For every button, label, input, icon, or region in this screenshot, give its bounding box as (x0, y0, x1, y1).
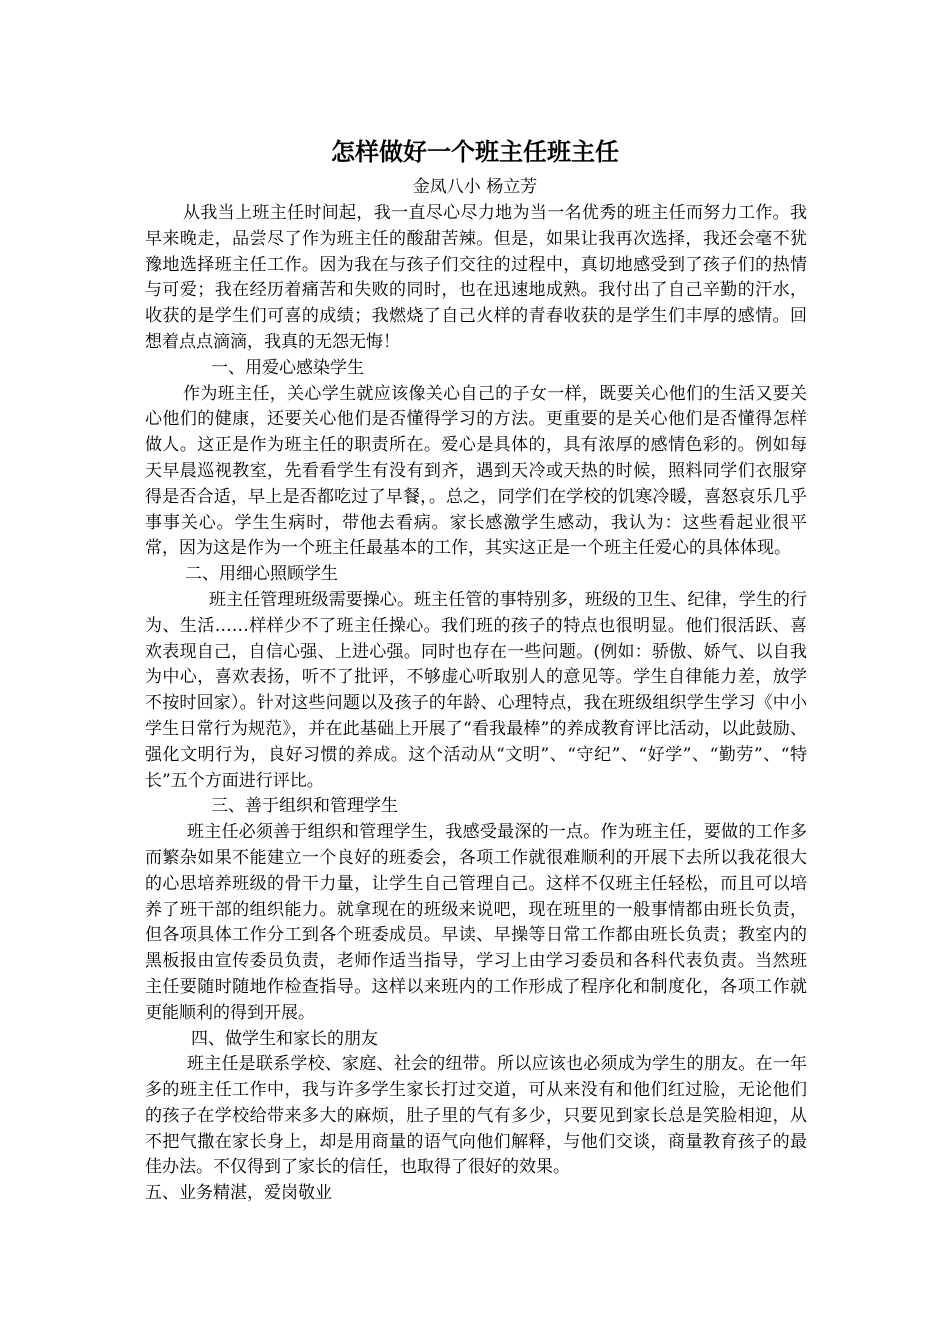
section-paragraph-4: 班主任是联系学校、家庭、社会的纽带。所以应该也必须成为学生的朋友。在一年多的班主任工作中，我与许多学生家长打过交道，可从来没有和他们红过脸，无论他们的孩子在学校给带来多大的麻烦，肚子里的气有多少，只要见到家长总是笑脸相迎，从不把气撒在家长身上，却是用商量的语气向他们解释，与他们交谈，商量教育孩子的最佳办法。不仅得到了家长的信任，也取得了很好的效果。 (145, 1054, 807, 1178)
document-title: 怎样做好一个班主任班主任 (331, 137, 619, 166)
section-heading-1: 一、用爱心感染学生 (211, 357, 364, 378)
section-heading-5: 五、业务精湛，爱岗敬业 (145, 1183, 332, 1204)
section-heading-4: 四、做学生和家长的朋友 (191, 1028, 378, 1049)
section-paragraph-3: 班主任必须善于组织和管理学生，我感受最深的一点。作为班主任，要做的工作多而繁杂如果不能建立一个良好的班委会，各项工作就很难顺利的开展下去所以我花很大的心思培养班级的骨干力量，让学生自己管理自己。这样不仅班主任轻松，而且可以培养了班干部的组织能力。就拿现在的班级来说吧，现在班里的一般事情都由班长负责，但各项具体工作分工到各个班委成员。早读、早操等日常工作都由班长负责；教室内的黑板报由宣传委员负责，老师作适当指导，学习上由学习委员和各科代表负责。当然班主任要随时随地作检查指导。这样以来班内的工作形成了程序化和制度化，各项工作就更能顺利的得到开展。 (145, 822, 807, 1023)
section-paragraph-2: 班主任管理班级需要操心。班主任管的事特别多，班级的卫生、纪律，学生的行为、生活……样样少不了班主任操心。我们班的孩子的特点也很明显。他们很活跃、喜欢表现自己，自信心强、上进心强。同时也存在一些问题。(例如：骄傲、娇气、以自我为中心，喜欢表扬，听不了批评，不够虚心听取别人的意见等。学生自律能力差，放学不按时回家）。针对这些问题以及孩子的年龄、心理特点，我在班级组织学生学习《中小学生日常行为规范》，并在此基础上开展了“看我最棒”的养成教育评比活动，以此鼓励、强化文明行为，良好习惯的养成。这个活动从“文明”、“守纪”、“好学”、“勤劳”、“特长”五个方面进行评比。 (145, 589, 807, 791)
section-paragraph-1: 作为班主任，关心学生就应该像关心自己的子女一样，既要关心他们的生活又要关心他们的健康，还要关心他们是否懂得学习的方法。更重要的是关心他们是否懂得怎样做人。这正是作为班主任的职责所在。爱心是具体的，具有浓厚的感情色彩的。例如每天早晨巡视教室，先看看学生有没有到齐，遇到天冷或天热的时候，照料同学们衣服穿得是否合适，早上是否都吃过了早餐，。总之，同学们在学校的饥寒冷暖，喜怒哀乐几乎事事关心。学生生病时，带他去看病。家长感激学生感动，我认为：这些看起业很平常，因为这是作为一个班主任最基本的工作，其实这正是一个班主任爱心的具体体现。 (145, 383, 807, 559)
document-body (145, 201, 807, 1207)
document-author: 金凤八小 杨立芳 (412, 177, 538, 197)
intro-paragraph: 从我当上班主任时间起，我一直尽心尽力地为当一名优秀的班主任而努力工作。我早来晚走，品尝尽了作为班主任的酸甜苦辣。但是，如果让我再次选择，我还会毫不犹豫地选择班主任工作。因为我在与孩子们交往的过程中，真切地感受到了孩子们的热情与可爱；我在经历着痛苦和失败的同时，也在迅速地成熟。我付出了自己辛勤的汗水，收获的是学生们可喜的成绩；我燃烧了自己火样的青春收获的是学生们丰厚的感情。回想着点点滴滴，我真的无怨无悔！ (145, 203, 807, 352)
section-heading-2: 二、用细心照顾学生 (185, 564, 338, 585)
section-heading-3: 三、善于组织和管理学生 (211, 796, 398, 817)
